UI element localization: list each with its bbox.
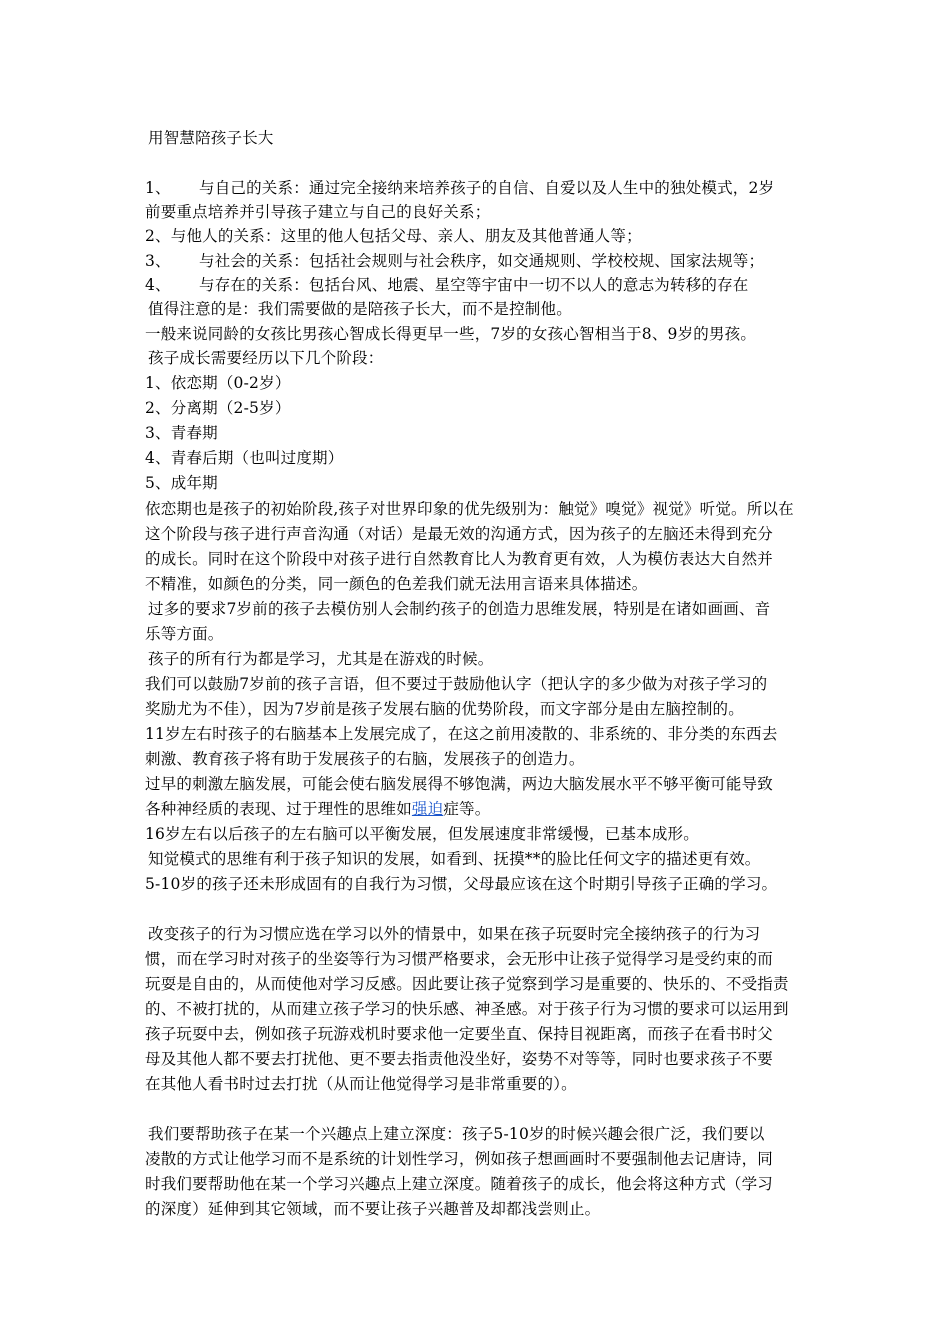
paragraph-line: 的、不被打扰的，从而建立孩子学习的快乐感、神圣感。对于孩子行为习惯的要求可以运用到 <box>145 1000 789 1018</box>
paragraph-line: 凌散的方式让他学习而不是系统的计划性学习，例如孩子想画画时不要强制他去记唐诗，同 <box>145 1150 774 1168</box>
paragraph-line: 我们要帮助孩子在某一个兴趣点上建立深度：孩子5-10岁的时候兴趣会很广泛，我们要以 <box>148 1125 765 1143</box>
stages-intro: 孩子成长需要经历以下几个阶段： <box>148 349 384 367</box>
stage-item: 3、青春期 <box>145 424 218 442</box>
paragraph-line: 奖励尤为不佳），因为7岁前是孩子发展右脑的优势阶段，而文字部分是由左脑控制的。 <box>145 700 744 718</box>
stage-item: 5、成年期 <box>145 474 218 492</box>
stage-item: 4、青春后期（也叫过度期） <box>145 449 344 467</box>
paragraph-line: 依恋期也是孩子的初始阶段,孩子对世界印象的优先级别为：触觉》嗅觉》视觉》听觉。所以在 <box>145 500 794 518</box>
paragraph-line: 的成长。同时在这个阶段中对孩子进行自然教育比人为教育更有效，人为模仿表达大自然并 <box>145 550 774 568</box>
paragraph-text: 症等。 <box>443 800 491 818</box>
paragraph-line <box>145 797 825 821</box>
paragraph-line: 过多的要求7岁前的孩子去模仿别人会制约孩子的创造力思维发展，特别是在诸如画画、音 <box>148 600 771 618</box>
stage-item: 2、分离期（2-5岁） <box>145 399 291 417</box>
paragraph-line: 玩耍是自由的，从而使他对学习反感。因此要让孩子觉察到学习是重要的、快乐的、不受指责 <box>145 975 789 993</box>
relation-item-2: 2、与他人的关系：这里的他人包括父母、亲人、朋友及其他普通人等； <box>145 227 642 245</box>
relation-item-1-cont: 前要重点培养并引导孩子建立与自己的良好关系； <box>145 203 491 221</box>
maturity-paragraph: 一般来说同龄的女孩比男孩心智成长得更早一些，7岁的女孩心智相当于8、9岁的男孩。 <box>145 325 757 343</box>
list-text: 与社会的关系：包括社会规则与社会秩序，如交通规则、学校校规、国家法规等； <box>199 252 765 270</box>
paragraph-line: 惯，而在学习时对孩子的坐姿等行为习惯严格要求，会无形中让孩子觉得学习是受约束的而 <box>145 950 774 968</box>
paragraph-line: 我们可以鼓励7岁前的孩子言语，但不要过于鼓励他认字（把认字的多少做为对孩子学习的 <box>145 675 768 693</box>
stage-item: 1、依恋期（0-2岁） <box>145 374 291 392</box>
paragraph-line: 母及其他人都不要去打扰他、更不要去指责他没坐好，姿势不对等等，同时也要求孩子不要 <box>145 1050 774 1068</box>
list-number: 4、 <box>145 276 171 294</box>
paragraph-line: 这个阶段与孩子进行声音沟通（对话）是最无效的沟通方式，因为孩子的左脑还未得到充分 <box>145 525 774 543</box>
list-text: 与存在的关系：包括台风、地震、星空等宇宙中一切不以人的意志为转移的存在 <box>199 276 749 294</box>
paragraph-line: 孩子的所有行为都是学习，尤其是在游戏的时候。 <box>148 650 494 668</box>
paragraph-line: 改变孩子的行为习惯应选在学习以外的情景中，如果在孩子玩耍时完全接纳孩子的行为习 <box>148 925 761 943</box>
paragraph-line: 在其他人看书时过去打扰（从而让他觉得学习是非常重要的）。 <box>145 1075 577 1093</box>
relation-item-3 <box>145 249 825 273</box>
relation-item-1 <box>145 176 825 200</box>
paragraph-line: 的深度）延伸到其它领域，而不要让孩子兴趣普及却都浅尝则止。 <box>145 1200 601 1218</box>
paragraph-line: 11岁左右时孩子的右脑基本上发展完成了，在这之前用凌散的、非系统的、非分类的东西去 <box>145 725 778 743</box>
note-paragraph: 值得注意的是：我们需要做的是陪孩子长大，而不是控制他。 <box>148 300 572 318</box>
paragraph-line: 孩子玩耍中去，例如孩子玩游戏机时要求他一定要坐直、保持目视距离，而孩子在看书时父 <box>145 1025 774 1043</box>
paragraph-line: 不精准，如颜色的分类，同一颜色的色差我们就无法用言语来具体描述。 <box>145 575 648 593</box>
ocd-link[interactable]: 强迫 <box>411 800 444 818</box>
list-number: 1、 <box>145 179 171 197</box>
paragraph-line: 过早的刺激左脑发展，可能会使右脑发展得不够饱满，两边大脑发展水平不够平衡可能导致 <box>145 775 774 793</box>
document-title: 用智慧陪孩子长大 <box>148 129 274 147</box>
relation-item-4 <box>145 273 825 297</box>
paragraph-line: 时我们要帮助他在某一个学习兴趣点上建立深度。随着孩子的成长，他会将这种方式（学习 <box>145 1175 774 1193</box>
list-number: 3、 <box>145 252 171 270</box>
paragraph-line: 乐等方面。 <box>145 625 224 643</box>
paragraph-line: 5-10岁的孩子还未形成固有的自我行为习惯，父母最应该在这个时期引导孩子正确的学习。 <box>145 875 778 893</box>
paragraph-line: 16岁左右以后孩子的左右脑可以平衡发展，但发展速度非常缓慢，已基本成形。 <box>145 825 699 843</box>
paragraph-line: 知觉模式的思维有利于孩子知识的发展，如看到、抚摸**的脸比任何文字的描述更有效。 <box>148 850 761 868</box>
paragraph-text: 各种神经质的表现、过于理性的思维如 <box>145 800 412 818</box>
list-text: 与自己的关系：通过完全接纳来培养孩子的自信、自爱以及人生中的独处模式，2岁 <box>199 179 775 197</box>
paragraph-line: 刺激、教育孩子将有助于发展孩子的右脑，发展孩子的创造力。 <box>145 750 585 768</box>
